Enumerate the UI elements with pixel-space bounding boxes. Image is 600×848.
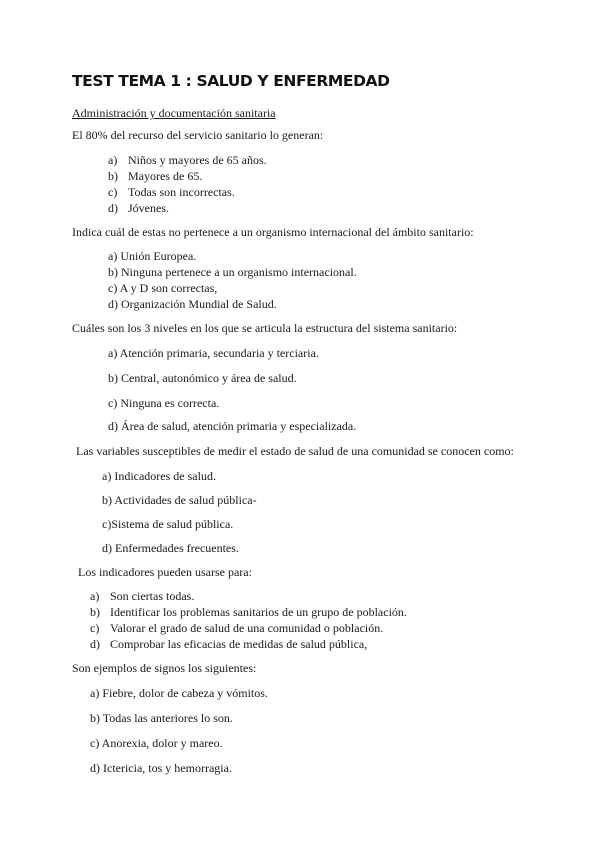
document-title: TEST TEMA 1 : SALUD Y ENFERMEDAD <box>72 72 390 90</box>
option-text: Comprobar las eficacias de medidas de salud pública, <box>110 637 368 651</box>
question-2-option-d: d) Organización Mundial de Salud. <box>108 297 277 311</box>
option-marker: a) <box>90 589 100 603</box>
option-marker: c) <box>108 185 118 199</box>
question-5-option-d <box>90 637 367 651</box>
question-1: El 80% del recurso del servicio sanitario lo generan: <box>72 128 324 142</box>
question-2-option-a: a) Unión Europea. <box>108 249 197 263</box>
option-text: Todas son incorrectas. <box>128 185 235 199</box>
question-3-option-c: c) Ninguna es correcta. <box>108 396 220 410</box>
document-subtitle: Administración y documentación sanitaria <box>72 106 276 120</box>
question-3-option-d: d) Área de salud, atención primaria y especializada. <box>108 419 357 433</box>
question-6-option-c: c) Anorexia, dolor y mareo. <box>90 736 223 750</box>
question-4-option-b: b) Actividades de salud pública- <box>102 493 257 507</box>
question-5-option-c <box>90 621 383 635</box>
option-marker: c) <box>90 621 100 635</box>
question-4-option-c: c)Sistema de salud pública. <box>102 517 234 531</box>
question-3-option-b: b) Central, autonómico y área de salud. <box>108 371 297 385</box>
question-1-option-b <box>108 169 202 183</box>
option-text: Niños y mayores de 65 años. <box>128 153 267 167</box>
question-1-option-a <box>108 153 267 167</box>
question-2-option-b: b) Ninguna pertenece a un organismo internacional. <box>108 265 357 279</box>
option-marker: a) <box>108 153 118 167</box>
option-marker: d) <box>90 637 100 651</box>
option-text: Jóvenes. <box>128 201 169 215</box>
question-4-option-d: d) Enfermedades frecuentes. <box>102 541 239 555</box>
option-text: Valorar el grado de salud de una comunidad o población. <box>110 621 384 635</box>
question-6-option-d: d) Ictericia, tos y hemorragia. <box>90 761 232 775</box>
question-1-option-c <box>108 185 235 199</box>
question-3-option-a: a) Atención primaria, secundaria y terciaria. <box>108 346 319 360</box>
option-text: Son ciertas todas. <box>110 589 195 603</box>
question-1-option-d <box>108 201 169 215</box>
question-5-option-b <box>90 605 407 619</box>
question-5: Los indicadores pueden usarse para: <box>78 565 252 579</box>
option-text: Mayores de 65. <box>128 169 203 183</box>
question-2-option-c: c) A y D son correctas, <box>108 281 218 295</box>
question-4-option-a: a) Indicadores de salud. <box>102 469 216 483</box>
question-6-option-a: a) Fiebre, dolor de cabeza y vómitos. <box>90 686 268 700</box>
option-marker: d) <box>108 201 118 215</box>
question-2: Indica cuál de estas no pertenece a un organismo internacional del ámbito sanitario: <box>72 225 474 239</box>
question-6: Son ejemplos de signos los siguientes: <box>72 661 257 675</box>
question-3: Cuáles son los 3 niveles en los que se articula la estructura del sistema sanitario: <box>72 321 458 335</box>
option-marker: b) <box>90 605 100 619</box>
question-6-option-b: b) Todas las anteriores lo son. <box>90 711 233 725</box>
option-marker: b) <box>108 169 118 183</box>
option-text: Identificar los problemas sanitarios de un grupo de población. <box>110 605 407 619</box>
question-5-option-a <box>90 589 194 603</box>
question-4: Las variables susceptibles de medir el estado de salud de una comunidad se conocen como: <box>76 444 514 458</box>
